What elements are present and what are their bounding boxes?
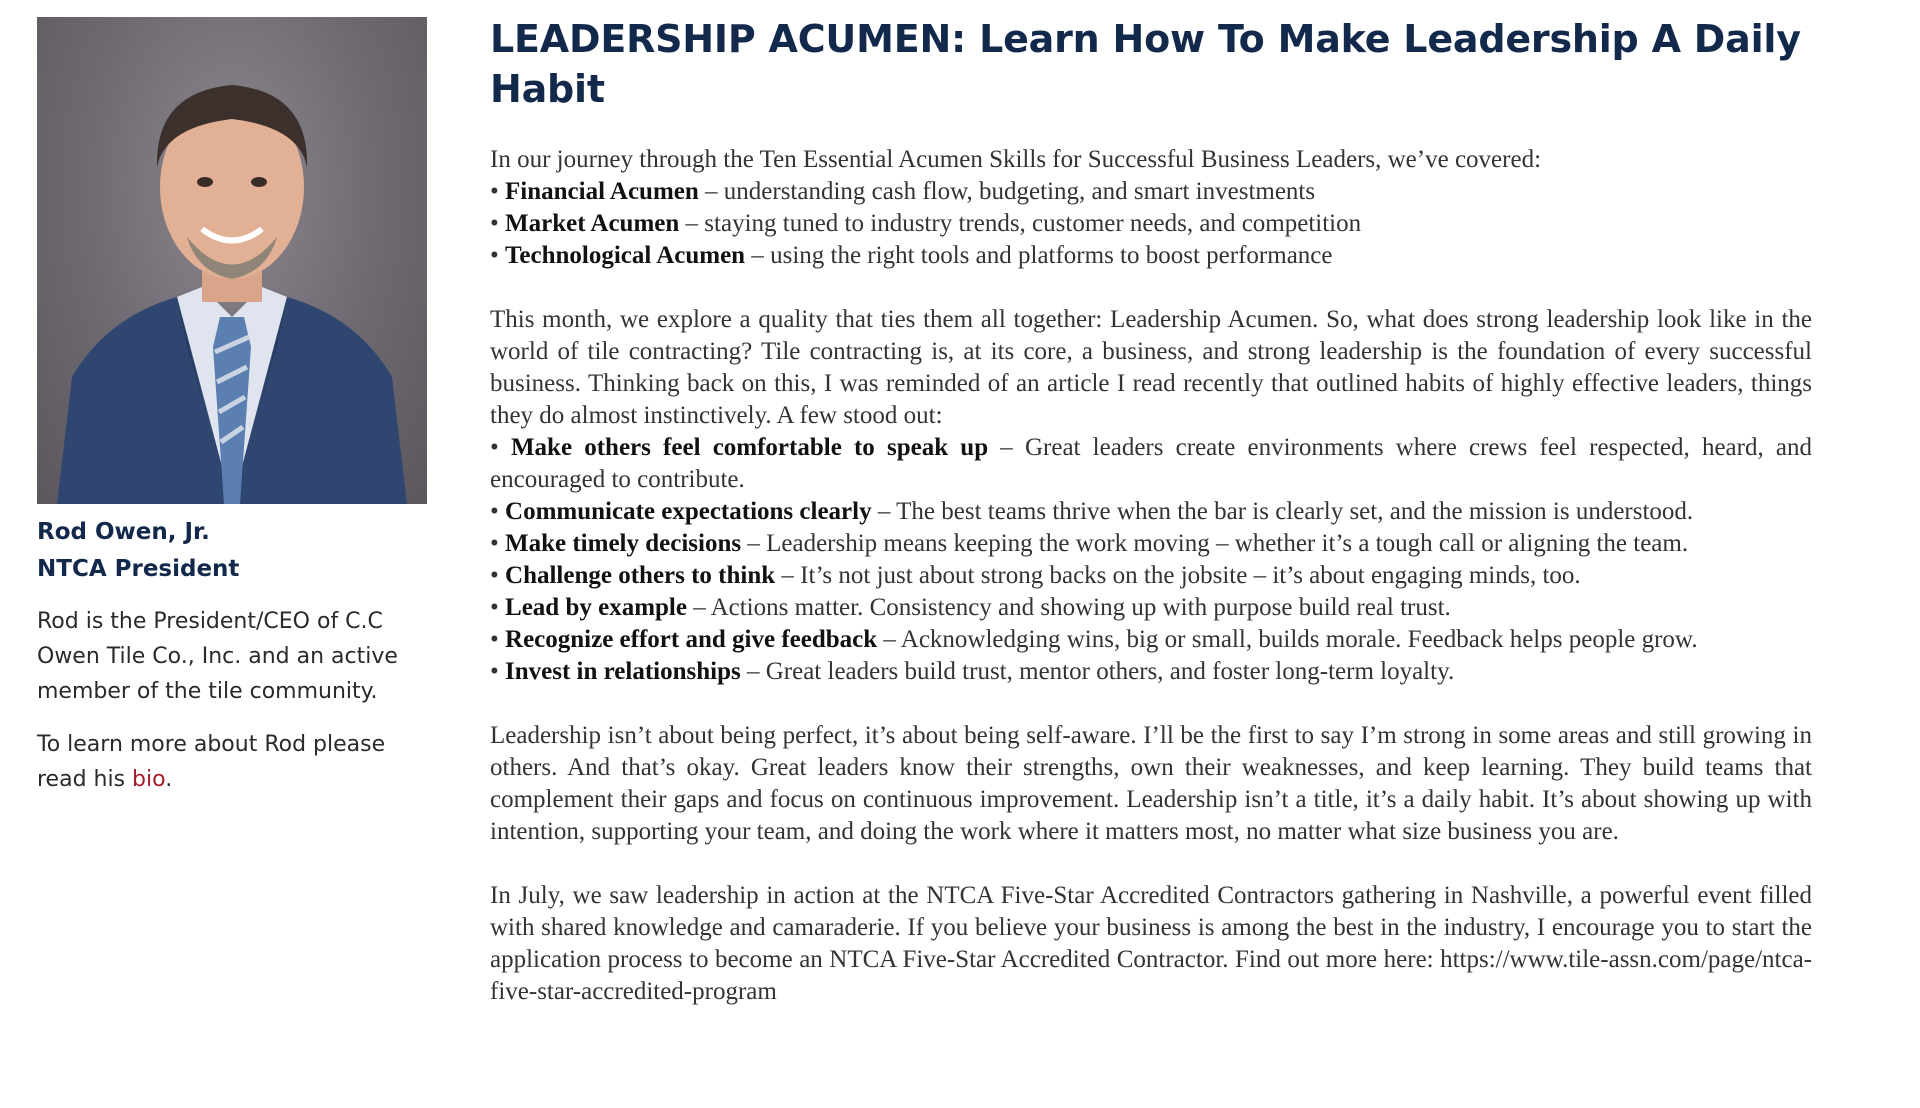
list-item-term: Invest in relationships xyxy=(505,658,741,685)
list-item-text: – Actions matter. Consistency and showing up with purpose build real trust. xyxy=(686,594,1451,621)
paragraph: In July, we saw leadership in action at the NTCA Five-Star Accredited Contractors gathering in Nashville, a powerful event filled with shared knowledge and camaraderie. If you believe your business is among the best in the industry, I encourage you to start the application process to become an NTCA Five-Star Accredited Contractor. Find out more here: https://www.tile-assn.com/page/ntca-five-star-accredited-program xyxy=(490,882,1812,1005)
list-item-text: – using the right tools and platforms to boost performance xyxy=(745,242,1333,269)
list-item-text: – staying tuned to industry trends, customer needs, and competition xyxy=(679,210,1362,237)
author-bio-prompt xyxy=(37,727,427,797)
list-item-term: Recognize effort and give feedback xyxy=(505,626,878,653)
article xyxy=(490,14,1812,1008)
list-item: • Recognize effort and give feedback – Acknowledging wins, big or small, builds morale. Feedback helps people grow. xyxy=(490,626,1698,653)
list-item: • Lead by example – Actions matter. Consistency and showing up with purpose build real trust. xyxy=(490,594,1451,621)
list-item: • Market Acumen – staying tuned to industry trends, customer needs, and competition xyxy=(490,210,1362,237)
paragraph: Leadership isn’t about being perfect, it’s about being self-aware. I’ll be the first to say I’m strong in some areas and still growing in others. And that’s okay. Great leaders know their strengths, own their weaknesses, and keep learning. They build teams that complement their gaps and focus on continuous improvement. Leadership isn’t a title, it’s a daily habit. It’s about showing up with intention, supporting your team, and doing the work where it matters most, no matter what size business you are. xyxy=(490,722,1812,845)
list-item-term: Financial Acumen xyxy=(505,178,699,205)
author-role: NTCA President xyxy=(37,556,240,582)
list-item: • Make timely decisions – Leadership means keeping the work moving – whether it’s a tough call or aligning the team. xyxy=(490,530,1689,557)
author-description: Rod is the President/CEO of C.C Owen Tile Co., Inc. and an active member of the tile community. xyxy=(37,609,398,704)
list-item: • Financial Acumen – understanding cash flow, budgeting, and smart investments xyxy=(490,178,1316,205)
list-item-term: Lead by example xyxy=(505,594,687,621)
list-item-text: – Leadership means keeping the work moving – whether it’s a tough call or aligning the team. xyxy=(741,530,1689,557)
list-item-term: Challenge others to think xyxy=(505,562,776,589)
list-item-text: – understanding cash flow, budgeting, and smart investments xyxy=(698,178,1316,205)
list-item: • Invest in relationships – Great leaders build trust, mentor others, and foster long-term loyalty. xyxy=(490,658,1455,685)
list-item: • Technological Acumen – using the right tools and platforms to boost performance xyxy=(490,242,1333,269)
bio-prompt-suffix: . xyxy=(165,767,173,792)
author-sidebar xyxy=(37,17,427,797)
list-item: • Make others feel comfortable to speak up – Great leaders create environments where crews feel respected, heard, and encouraged to contribute. xyxy=(490,434,1812,493)
bio-link[interactable]: bio xyxy=(132,767,166,792)
author-portrait-icon xyxy=(37,17,427,504)
list-item-text: – The best teams thrive when the bar is clearly set, and the mission is understood. xyxy=(871,498,1694,525)
intro-paragraph: In our journey through the Ten Essential Acumen Skills for Successful Business Leaders, we’ve covered: xyxy=(490,146,1542,173)
list-item-text: – Acknowledging wins, big or small, builds morale. Feedback helps people grow. xyxy=(877,626,1698,653)
list-item-term: Market Acumen xyxy=(505,210,680,237)
list-item: • Communicate expectations clearly – The best teams thrive when the bar is clearly set, and the mission is understood. xyxy=(490,498,1694,525)
bottom-fade xyxy=(0,1058,1920,1108)
list-item-text: – Great leaders build trust, mentor others, and foster long-term loyalty. xyxy=(740,658,1455,685)
list-item: • Challenge others to think – It’s not just about strong backs on the jobsite – it’s about engaging minds, too. xyxy=(490,562,1581,589)
author-name: Rod Owen, Jr. xyxy=(37,519,210,545)
article-body xyxy=(490,144,1812,1008)
list-item-text: – It’s not just about strong backs on the jobsite – it’s about engaging minds, too. xyxy=(775,562,1581,589)
list-item-text: – Great leaders create environments where crews feel respected, heard, and encouraged to contribute. xyxy=(490,434,1812,493)
list-item-term: Communicate expectations clearly xyxy=(505,498,872,525)
article-title: LEADERSHIP ACUMEN: Learn How To Make Leadership A Daily Habit xyxy=(490,17,1801,111)
list-item-term: Technological Acumen xyxy=(505,242,746,269)
bio-prompt-text: To learn more about Rod please read his xyxy=(37,732,386,792)
list-item-term: Make others feel comfortable to speak up xyxy=(510,434,989,461)
author-photo xyxy=(37,17,427,504)
paragraph: This month, we explore a quality that ties them all together: Leadership Acumen. So, what does strong leadership look like in the world of tile contracting? Tile contracting is, at its core, a business, and strong leadership is the foundation of every successful business. Thinking back on this, I was reminded of an article I read recently that outlined habits of highly effective leaders, things they do almost instinctively. A few stood out: xyxy=(490,306,1812,429)
list-item-term: Make timely decisions xyxy=(505,530,742,557)
